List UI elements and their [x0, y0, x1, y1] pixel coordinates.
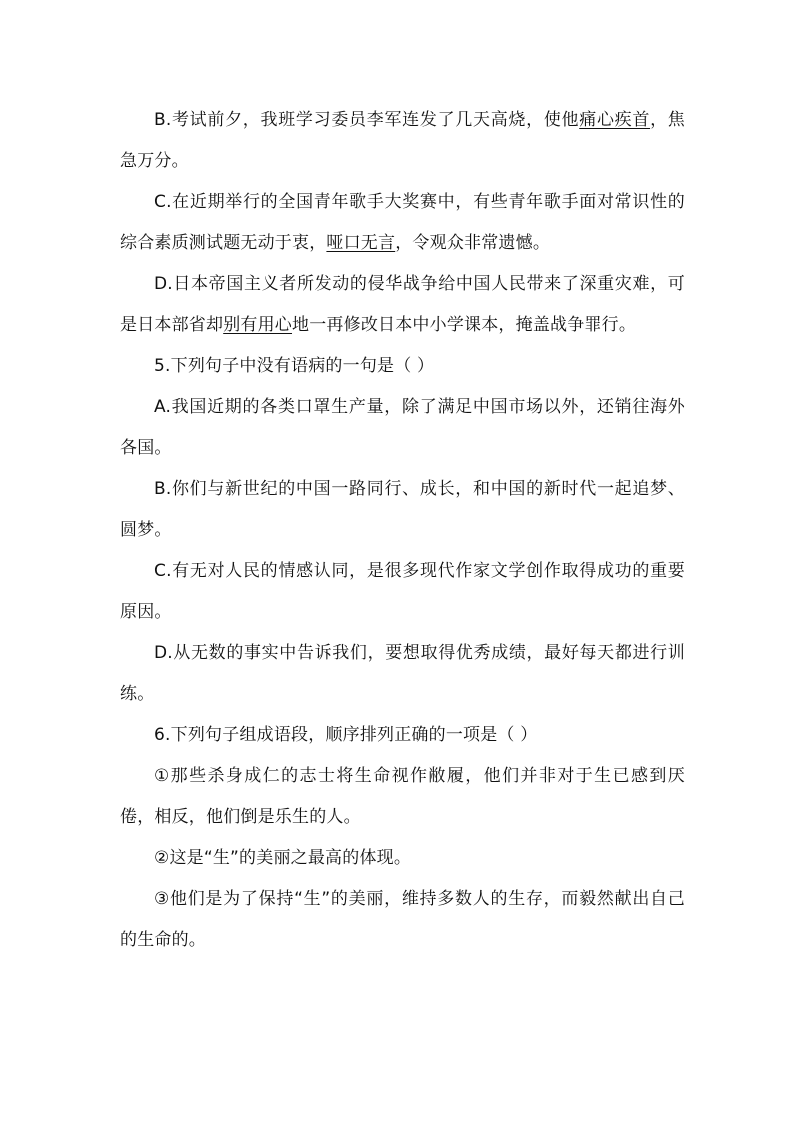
underlined-phrase: 别有用心	[223, 315, 293, 335]
paragraph-question-6	[120, 715, 685, 756]
paragraph-sentence-2-q6	[120, 838, 685, 879]
text-run: ，令观众非常遗憾。	[395, 233, 551, 253]
paragraph-sentence-1-q6	[120, 756, 685, 838]
paragraph-sentence-3-q6	[120, 879, 685, 961]
text-run: C.有无对人民的情感认同，是很多现代作家文学创作取得成功的重要原因。	[120, 561, 685, 622]
text-run: ①那些杀身成仁的志士将生命视作敝履，他们并非对于生已感到厌倦，相反，他们倒是乐生的人。	[120, 766, 685, 827]
underlined-phrase: 痛心疾首	[579, 110, 651, 130]
text-run: 地一再修改日本中小学课本，掩盖战争罪行。	[292, 315, 637, 335]
text-run: 6.下列句子组成语段，顺序排列正确的一项是（ ）	[154, 725, 538, 745]
paragraph-option-d-q5	[120, 633, 685, 715]
text-run: ，焦急万分。	[120, 110, 685, 171]
text-run: 5.下列句子中没有语病的一句是（ ）	[154, 356, 435, 376]
text-run: B.考试前夕，我班学习委员李军连发了几天高烧，使他	[154, 110, 580, 130]
text-run: A.我国近期的各类口罩生产量，除了满足中国市场以外，还销往海外各国。	[120, 397, 685, 458]
paragraph-option-b-q4	[120, 100, 685, 182]
paragraph-question-5	[120, 346, 685, 387]
text-run: ③他们是为了保持“生”的美丽，维持多数人的生存，而毅然献出自己的生命的。	[120, 889, 685, 950]
text-run: ②这是“生”的美丽之最高的体现。	[154, 848, 412, 868]
text-run: B.你们与新世纪的中国一路同行、成长，和中国的新时代一起追梦、圆梦。	[120, 479, 685, 540]
text-run: C.在近期举行的全国青年歌手大奖赛中，有些青年歌手面对常识性的综合素质测试题无动于衷，	[120, 192, 685, 253]
paragraph-option-d-q4	[120, 264, 685, 346]
text-run: D.从无数的事实中告诉我们，要想取得优秀成绩，最好每天都进行训练。	[120, 643, 685, 704]
paragraph-option-c-q4	[120, 182, 685, 264]
underlined-phrase: 哑口无言	[326, 233, 396, 253]
paragraph-option-c-q5	[120, 551, 685, 633]
text-run: D.日本帝国主义者所发动的侵华战争给中国人民带来了深重灾难，可是日本部省却	[120, 274, 685, 335]
document-body	[120, 100, 685, 961]
paragraph-option-b-q5	[120, 469, 685, 551]
paragraph-option-a-q5	[120, 387, 685, 469]
